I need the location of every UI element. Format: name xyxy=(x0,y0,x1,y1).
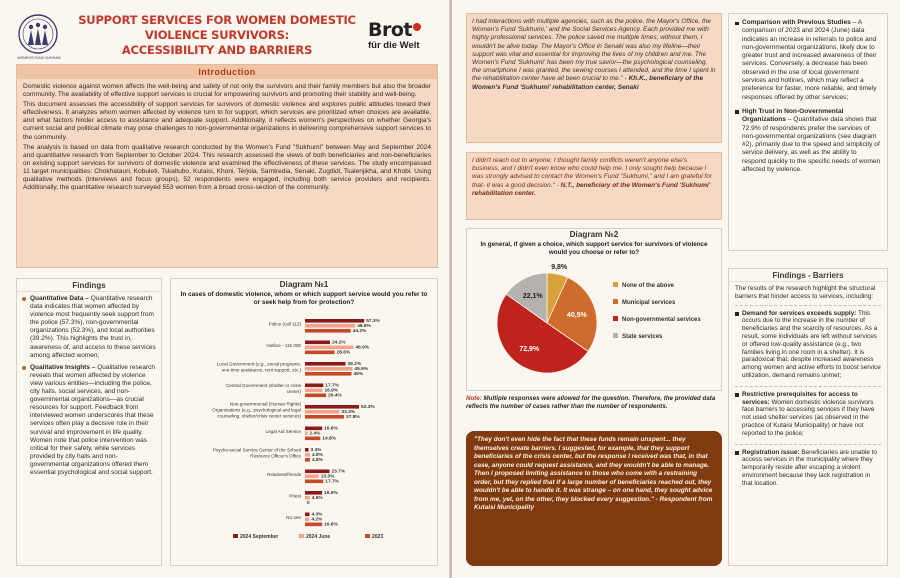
square-bullet-icon xyxy=(735,451,739,455)
findings-section xyxy=(16,278,162,566)
page-title xyxy=(72,13,362,58)
barriers-section xyxy=(728,268,888,566)
bar xyxy=(305,470,329,474)
bar xyxy=(305,351,335,355)
data-label: 4.8% xyxy=(311,453,323,459)
bar xyxy=(305,453,310,457)
slice-label: 72,9% xyxy=(519,345,540,353)
data-label: 13.3% xyxy=(320,474,335,480)
divider xyxy=(735,305,881,306)
bullet-icon xyxy=(22,366,26,370)
comparison-item-text: – A comparison of 2023 and 2024 (June) data indicates an increase in referrals to police and non-governmental organizations, likely due to greater trust and increased awareness of their services. Conversely, a decrease has been observed in the use of local government services and hotlines, which may reflect a preference for faster, more reliable, and timely responses offered by other services; xyxy=(742,19,877,101)
slice-label: 40,5% xyxy=(566,312,587,320)
diagram1-panel xyxy=(170,278,438,566)
quote-text: I didn't reach out to anyone; I thought family conflicts weren't anyone else's business, and I didn't even know who could help me. I only sought help because I was strongly advised to contact the Women's Fund "Sukhumi," and I am grateful for that- it was a good decision." - xyxy=(472,157,712,189)
barrier-item xyxy=(735,391,881,438)
findings-heading: Findings xyxy=(17,279,161,292)
brot-red-dot-icon xyxy=(413,23,421,31)
quote-attribution: N.T., beneficiary of the Women's Fund 'Sukhumi' rehabilitation center. xyxy=(472,181,711,197)
brot-logo-word: Brot xyxy=(368,19,412,41)
intro-paragraph: Domestic violence against women affects the well-being and safety of not only the survivors and their family members but also the broader community. The availability of effective support services is crucial for empowering survivors and promoting their stability and well-being. xyxy=(23,83,431,99)
bar xyxy=(305,384,323,388)
barrier-item-title: Demand for services exceeds supply: xyxy=(742,309,857,317)
bar xyxy=(305,362,346,366)
brot-fuer-die-welt-logo xyxy=(368,20,438,60)
introduction-section xyxy=(16,64,438,268)
bar xyxy=(305,480,323,484)
data-label: 14.8% xyxy=(322,436,336,442)
category-label: Relatives/friends xyxy=(267,472,301,477)
intro-paragraph: This document assesses the accessibility of support services for survivors of domestic violence and explores public attitudes toward their effectiveness. It analyzes whom women affected by violence turn to for support, which services are prioritized when choices are available, and what factors hinder access to assistance and adequate support. Additionally, it reflects women's perspectives on whether Georgia's current social and political climate may pose challenges to non-governmental organizations in delivering comprehensive support services to the community. xyxy=(23,101,431,141)
bullet-icon xyxy=(22,297,26,301)
note-text: Multiple responses were allowed for the question. Therefore, the provided data reflects the number of cases rather than the number of respondents. xyxy=(466,395,716,410)
diagram2-pie-chart xyxy=(467,257,721,391)
data-label: 4.8% xyxy=(311,458,323,464)
bar xyxy=(305,518,309,522)
legend-swatch xyxy=(613,299,618,304)
bar xyxy=(305,513,309,517)
womens-fund-logo-icon xyxy=(17,13,59,57)
legend-swatch xyxy=(365,534,370,538)
bar xyxy=(305,415,344,419)
data-label: 39.2% xyxy=(347,362,362,368)
data-label: 2.4% xyxy=(309,431,321,437)
data-label: 16.9% xyxy=(324,388,339,394)
quote-text: "They don't even hide the fact that these funds remain unspent... they themselves create barriers. I suggested, for example, that they support beneficiaries of the crisis center, but the response I received was that, in that case, anyone could request assistance, and they wouldn't be able to manage. Then I proposed limiting assistance to those who come with a restraining order, but they replied that if a large number of beneficiaries reached out, they wouldn't be able to handle it. It was strange – on one hand, they sought advice from me, yet, on the other, they blocked every suggestion." - xyxy=(474,436,713,503)
divider xyxy=(735,386,881,387)
findings-item-title: Qualitative Insights – xyxy=(30,363,96,371)
introduction-heading: Introduction xyxy=(17,65,437,79)
findings-item-text: Qualitative research reveals that women affected by violence view various entities—including the police, city halls, social services, and non-governmental organizations—as crucial resources for support. Feedback from interviewed women underscores that these services often play a decisive role in their survival and improvement in life quality. Women note that police intervention was critical for their safety, while services provided by city halls and non-governmental organizations offered them essential psychological and social support. xyxy=(30,363,156,476)
diagram1-question: In cases of domestic violence, whom or which support service would you refer to or seek help from for protection? xyxy=(180,291,428,306)
beneficiary-quote-2 xyxy=(466,152,722,220)
page-title-line1: SUPPORT SERVICES FOR WOMEN DOMESTIC VIOLENCE SURVIVORS: xyxy=(78,13,356,42)
quote-attribution: Respondent from Kutaisi Municipality xyxy=(474,495,713,511)
data-label: 24.2% xyxy=(332,340,346,346)
bar xyxy=(305,475,319,479)
data-label: 17.7% xyxy=(325,383,339,389)
comparison-item-text: – Quantitative data shows that 72.9% of respondents prefer the services of non-governmental organizations (see diagram #2), primarily due to the speed and simplicity of service delivery, as well as the ability to respond quickly to the specific needs of women affected by violence. xyxy=(742,116,881,174)
diagram1-heading: Diagram №1 xyxy=(279,280,329,289)
note-label: Note: xyxy=(466,395,482,402)
barriers-intro: The results of the research highlight the structural barriers that hinder access to services, including: xyxy=(735,285,876,300)
data-label: 44.2% xyxy=(352,329,367,335)
legend-swatch xyxy=(613,316,618,321)
bar xyxy=(305,329,351,333)
findings-item-title: Quantitative Data – xyxy=(30,295,89,302)
data-label: 16.5% xyxy=(324,491,338,497)
data-label: 45.9% xyxy=(354,367,369,373)
category-label: Non-governmental (Human Rights) Organizations (e.g., psychological and legal counseling, shelter/crisis center services) xyxy=(212,401,301,419)
data-label: 33.3% xyxy=(341,410,356,416)
slice-label: 9,8% xyxy=(551,263,568,271)
comparison-item xyxy=(735,108,881,174)
findings-item-text: Quantitative research data indicates that women affected by violence most frequently seek support from the police (57.3%), non-governmental organizations (52.3%), and local authorities (39.2%). This highlights the trust in, awareness of, and access to these services among affected women; xyxy=(30,295,156,359)
bar xyxy=(305,389,322,393)
data-label: 23.7% xyxy=(331,469,346,475)
bar xyxy=(305,405,359,409)
barrier-item-text: This occurs due to the increase in the number of beneficiaries and the scarcity of resources. As a result, some individuals are left without services or offered low-quality assistance (e.g., two families living in one room in a shelter). It is paradoxical that, despite increased awareness among women and active efforts to boost service utilization, demand remains unmet; xyxy=(742,309,881,379)
comparison-item xyxy=(735,19,881,102)
data-label: 4.2% xyxy=(311,517,323,523)
data-label: 45% xyxy=(353,372,364,378)
square-bullet-icon xyxy=(735,110,739,114)
square-bullet-icon xyxy=(735,393,739,397)
quote-text: I had interactions with multiple agencies, such as the police, the Mayor's Office, the Women's Fund 'Sukhumi,' and the Social Services Agency. Each provided me with highly professional services. The police saved me multiple times; without them, I wouldn't be alive today. The Mayor's Office in Senaki was also my lifeline—their support was vital and essential for improving the lives of my children and me. The Women's Fund 'Sukhumi' has been my true savior—the psychological counseling, the smartphone I was granted, the sewing courses I attended, and the time I spent in the rehabilitation center have all been crucial to me." - xyxy=(472,18,716,83)
bar xyxy=(305,394,326,398)
bar xyxy=(305,432,307,436)
legend-label: None of the above xyxy=(622,283,675,289)
legend-swatch xyxy=(299,534,304,538)
bar xyxy=(305,346,353,350)
legend-swatch xyxy=(613,333,618,338)
bar xyxy=(305,341,330,345)
bar xyxy=(305,324,355,328)
data-label: 46.9% xyxy=(355,345,370,351)
data-label: 4.3% xyxy=(311,512,323,518)
diagram2-heading: Diagram №2 xyxy=(569,230,619,239)
introduction-body xyxy=(17,79,437,192)
bar xyxy=(305,458,310,462)
category-label: Central Government (shelter or crisis center) xyxy=(225,383,301,394)
data-label: 48.6% xyxy=(357,324,371,330)
diagram1-bar-chart xyxy=(171,313,437,565)
category-label: Legal Aid Service xyxy=(265,429,301,434)
bar xyxy=(305,319,364,323)
diagram2-question: In general, if given a choice, which support service for survivors of violence would you choose or refer to? xyxy=(480,241,708,256)
data-label: 28.6% xyxy=(336,350,351,356)
logo-caption: WOMEN'S FUND SUKHUMI xyxy=(17,56,61,60)
bar xyxy=(305,372,352,376)
square-bullet-icon xyxy=(735,22,739,26)
divider xyxy=(735,444,881,445)
data-label: 3.4% xyxy=(310,448,322,454)
respondent-quote-box xyxy=(466,431,722,566)
legend-label: Non-governmental services xyxy=(622,317,701,323)
barriers-heading: Findings - Barriers xyxy=(729,269,887,282)
category-label: Hotline - 116 006 xyxy=(266,343,301,348)
data-label: 4.6% xyxy=(311,496,323,502)
barrier-item xyxy=(735,310,881,380)
data-label: 16.6% xyxy=(324,522,338,528)
beneficiary-quote-1 xyxy=(466,13,722,143)
comparison-item-title: High Trust in Non-Governmental Organizations xyxy=(742,107,844,124)
bar xyxy=(305,496,310,500)
slice-label: 22,1% xyxy=(522,292,543,300)
findings-item xyxy=(22,364,156,477)
comparison-item-title: Comparison with Previous Studies xyxy=(742,19,851,26)
bar xyxy=(305,523,322,527)
barrier-item-text: Beneficiaries are unable to access services in the municipality where they temporarily reside after escaping a violent environment because they lack registration in that location. xyxy=(742,448,877,487)
barrier-item-text: Women domestic violence survivors face barriers to accessing services if they have not used shelter services (as observed in the practice of Kutaisi Municipality) or have not reported to the police; xyxy=(742,398,875,437)
legend-label: State services xyxy=(622,334,663,340)
barrier-item-title: Registration issue: xyxy=(742,448,800,456)
category-label: No one xyxy=(286,515,301,520)
data-label: 37.8% xyxy=(346,415,360,421)
brot-logo-subtitle: für die Welt xyxy=(368,40,420,51)
bar xyxy=(305,367,352,371)
legend-label: 2024 September xyxy=(240,534,279,540)
bar xyxy=(305,491,322,495)
legend-label: Municipal services xyxy=(622,300,676,306)
diagram2-panel xyxy=(466,228,722,391)
diagram2-note xyxy=(466,395,722,410)
data-label: 20.4% xyxy=(328,393,342,399)
barrier-item xyxy=(735,449,881,488)
data-label: 17.7% xyxy=(325,479,339,485)
bar xyxy=(305,448,309,452)
bar xyxy=(305,427,322,431)
legend-swatch xyxy=(233,534,238,538)
bar xyxy=(305,410,339,414)
legend-label: 2024 June xyxy=(306,534,331,540)
category-label: Priest xyxy=(289,493,301,499)
data-label: 16.6% xyxy=(324,426,338,432)
square-bullet-icon xyxy=(735,312,739,316)
category-label: Psycho-social Service Center of the School Resource Officer's Office xyxy=(212,447,301,459)
page-title-line2: ACCESSIBILITY AND BARRIERS xyxy=(121,43,313,57)
comparison-section xyxy=(728,13,888,251)
intro-paragraph: The analysis is based on data from qualitative research conducted by the Women's Fund "Sukhumi" between May and September 2024 and quantitative research from September to October 2024. This research assessed the views of both beneficiaries and non-beneficiaries on existing support services for survivors of domestic violence and examined the effectiveness of these services. The study encompassed 11 target municipalities: Chokhatauri, Kobuleti, Tskaltubo, Kutaisi, Khoni, Terjola, Samtredia, Senaki, Zugdidi, Tsalenjikha, and Khobi. Using qualitative methods (interviews and focus groups), 52 respondents were engaged, including both service providers and recipients. Additionally, the quantitative research surveyed 553 women from a broad cross-section of the community. xyxy=(23,143,431,192)
bar xyxy=(305,437,320,441)
data-label: 57.3% xyxy=(366,319,380,325)
category-label: Local Government (e.g., social programs, one-time assistance, rent support, etc.) xyxy=(216,361,301,373)
findings-item xyxy=(22,295,156,360)
quote-attribution: Kh.K., beneficiary of the Women's Fund 'Sukhumi' rehabilitation center, Senaki xyxy=(472,75,703,91)
legend-label: 2023 xyxy=(372,534,384,540)
legend-swatch xyxy=(613,282,618,287)
data-label: 52.3% xyxy=(361,405,375,411)
data-label: 0 xyxy=(307,501,310,507)
barrier-item-title: Restrictive prerequisites for access to services: xyxy=(742,390,858,406)
category-label: Police (call 112) xyxy=(268,321,301,327)
